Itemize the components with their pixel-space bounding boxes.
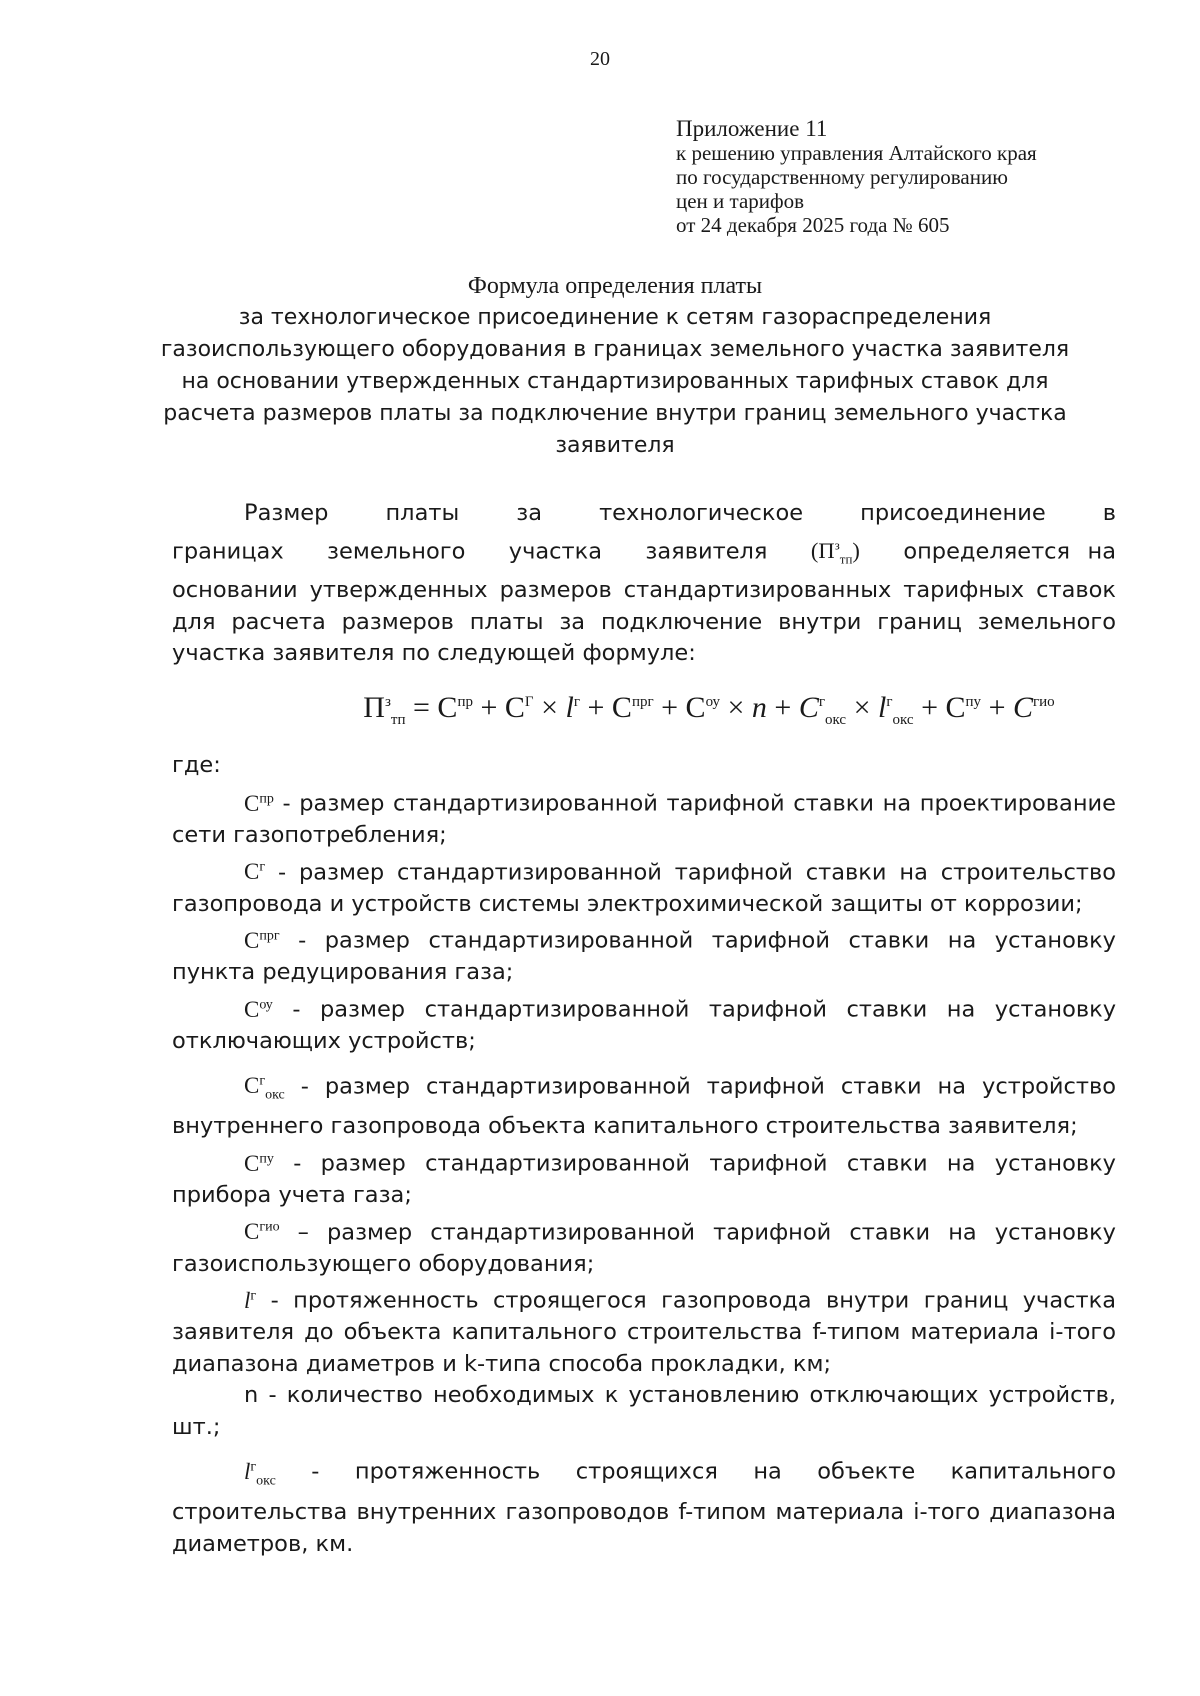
definition-text: - размер стандартизированной тарифной ставки на строительство газопровода и устройств системы электрохимической защиты от коррозии; (172, 859, 1116, 917)
fee-symbol: $(П^з_{тп})$ (810, 537, 860, 567)
fee-formula: $П^з_{тп} = С^{пр} + С^Г \times l^г + С^{прг} + С^{оу} \times n + C^г_{окс} \times l^г_{окс} + С^{пу} + C^{гио}$ (363, 690, 1055, 728)
definition-sg (172, 852, 1116, 921)
appendix-block (676, 117, 1037, 237)
definition-lg (172, 1280, 1116, 1380)
intro-paragraph (172, 498, 1116, 670)
page-number: 20 (590, 48, 610, 70)
title-line: на основании утвержденных стандартизированных тарифных ставок для (181, 369, 1049, 394)
appendix-line: по государственному регулированию (676, 165, 1008, 189)
intro-text: определяется на основании утвержденных размеров стандартизированных тарифных ставок для расчета размеров платы за подключение внутри границ земельного участка заявителя по следующей формуле: (172, 538, 1116, 666)
definition-sou (172, 989, 1116, 1058)
definition-sprg (172, 920, 1116, 989)
symbol-sgio: $С^{гио}$ (244, 1219, 280, 1245)
definition-text: - размер стандартизированной тарифной ставки на устройство внутреннего газопровода объекта капитального строительства заявителя; (172, 1073, 1116, 1140)
symbol-spu: $С^{пу}$ (244, 1150, 274, 1176)
title-line: заявителя (555, 433, 675, 458)
definition-text: - протяженность строящихся на объекте капитального строительства внутренних газопроводов f-типом материала i-того диапазона диаметров, км. (172, 1459, 1116, 1557)
definition-n: n - количество необходимых к установлению отключающих устройств, шт.; (172, 1382, 1116, 1440)
definition-soks (172, 1066, 1116, 1143)
definition-spu (172, 1143, 1116, 1212)
document-body (172, 498, 1116, 1560)
definition-loks (172, 1451, 1116, 1560)
appendix-line: цен и тарифов (676, 189, 805, 213)
title-line: Формула определения платы (467, 273, 763, 299)
definition-text: - размер стандартизированной тарифной ставки на установку отключающих устройств; (172, 996, 1117, 1055)
where-label: где: (172, 751, 221, 778)
symbol-sprg: $С^{прг}$ (244, 927, 280, 953)
symbol-spr: $С^{пр}$ (244, 790, 274, 816)
definition-text: - размер стандартизированной тарифной ставки на установку прибора учета газа; (172, 1150, 1116, 1209)
symbol-sou: $С^{оу}$ (244, 996, 273, 1022)
appendix-title: Приложение 11 (676, 116, 828, 141)
definition-text: – размер стандартизированной тарифной ставки на установку газоиспользующего оборудования; (172, 1219, 1117, 1277)
title-line: за технологическое присоединение к сетям газораспределения (238, 305, 992, 330)
title-line: расчета размеров платы за подключение внутри границ земельного участка (163, 401, 1067, 426)
symbol-soks: $С^г_{окс}$ (244, 1073, 285, 1103)
definition-sgio (172, 1212, 1116, 1281)
symbol-sg: $С^г$ (244, 859, 266, 885)
appendix-date: от 24 декабря 2025 года № 605 (676, 213, 950, 237)
appendix-line: к решению управления Алтайского края (676, 141, 1037, 165)
document-title (150, 270, 1080, 462)
definition-spr (172, 783, 1116, 852)
definition-text: - размер стандартизированной тарифной ставки на проектирование сети газопотребления; (172, 790, 1117, 849)
title-line: газоиспользующего оборудования в границах земельного участка заявителя (160, 337, 1070, 362)
definition-text: - размер стандартизированной тарифной ставки на установку пункта редуцирования газа; (172, 927, 1117, 986)
intro-text: Размер платы за технологическое присоединение в границах земельного участка заявителя (172, 500, 1116, 564)
symbol-loks: $l^г_{окс}$ (244, 1459, 276, 1489)
symbol-lg: $l^г$ (244, 1287, 257, 1313)
definition-text: - протяженность строящегося газопровода внутри границ участка заявителя до объекта капитального строительства f-типом материала i-того диапазона диаметров и k-типа способа прокладки, км; (172, 1287, 1116, 1377)
